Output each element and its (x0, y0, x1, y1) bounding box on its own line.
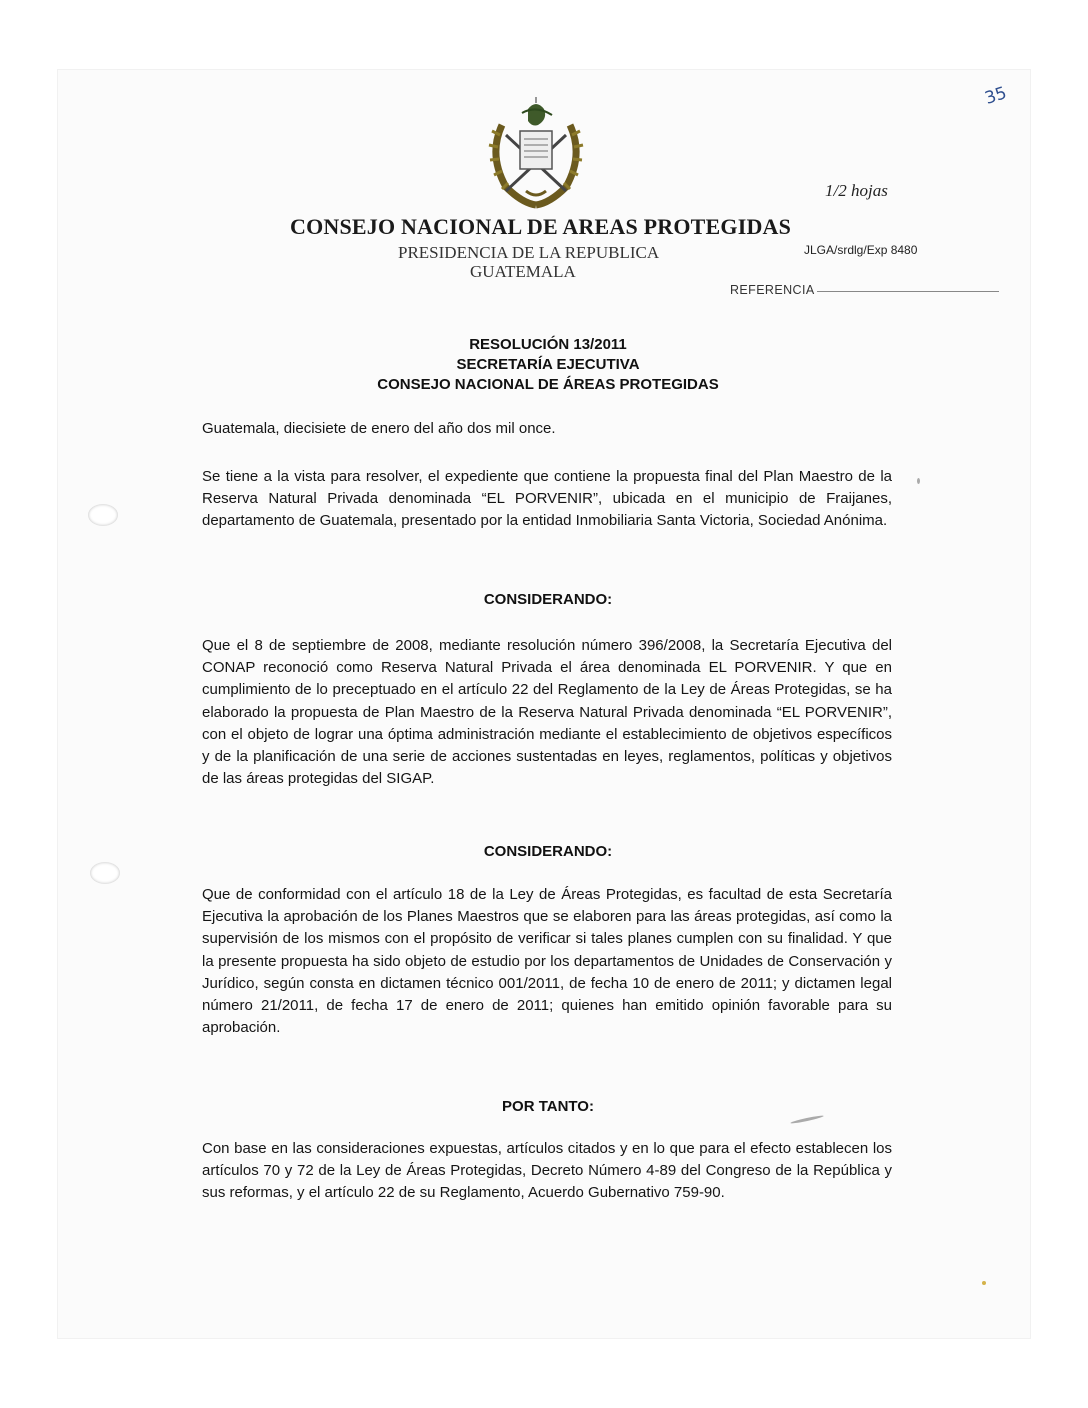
coat-of-arms-seal (482, 95, 590, 210)
handwritten-page-number: 35 (982, 83, 1010, 109)
scan-speck (917, 478, 920, 484)
punch-hole-top (88, 504, 118, 526)
punch-hole-bottom (90, 862, 120, 884)
scan-speck (982, 1281, 986, 1285)
resolution-issuer: SECRETARÍA EJECUTIVA (456, 356, 640, 373)
resolution-number: RESOLUCIÓN 13/2011 (469, 336, 627, 353)
reference-line (817, 291, 999, 292)
organization-subtitle-presidency: PRESIDENCIA DE LA REPUBLICA (398, 243, 660, 262)
resolution-council: CONSEJO NACIONAL DE ÁREAS PROTEGIDAS (377, 376, 719, 393)
por-tanto-heading: POR TANTO: (502, 1098, 594, 1115)
considerando-1-text: Que el 8 de septiembre de 2008, mediante resolución número 396/2008, la Secretaría Ejecutiva del CONAP reconoció como Reserva Natural Privada el área denominada EL PORVENIR. Y que en cumplimiento de lo preceptuado en el artículo 22 del Reglamento de la Ley de Áreas Protegidas, se ha elaborado la propuesta de Plan Maestro de la Reserva Natural Privada denominada “EL PORVENIR”, con el objeto de lograr una óptima administración mediante el establecimiento de objetivos específicos y de la planificación de una serie de acciones sustentadas en leyes, reglamentos, políticas y objetivos de las áreas protegidas del SIGAP. (202, 637, 892, 788)
organization-subtitle-country: GUATEMALA (470, 262, 576, 281)
considerando-2-text: Que de conformidad con el artículo 18 de la Ley de Áreas Protegidas, es facultad de esta Secretaría Ejecutiva la aprobación de los Planes Maestros que se elaboren para las áreas protegidas, así como la supervisión de los mismos con el propósito de verificar si tales planes cumplen con su finalidad. Y que la presente propuesta ha sido objeto de estudio por los departamentos de Unidades de Conservación y Jurídico, según consta en dictamen técnico 001/2011, de fecha 10 de enero de 2011; y dictamen legal número 21/2011, de fecha 17 de enero de 2011; quienes han emitido opinión favorable para su aprobación. (202, 886, 892, 1037)
considerando-1-heading: CONSIDERANDO: (483, 591, 613, 608)
considerando-2-heading: CONSIDERANDO: (483, 843, 613, 860)
intro-paragraph: Se tiene a la vista para resolver, el expediente que contiene la propuesta final del Plan Maestro de la Reserva Natural Privada denominada “EL PORVENIR”, ubicada en el municipio de Fraijanes, departamento de Guatemala, presentado por la entidad Inmobiliaria Santa Victoria, Sociedad Anónima. (202, 468, 892, 530)
folio-count: 1/2 hojas (825, 181, 888, 200)
date-line: Guatemala, diecisiete de enero del año dos mil once. (202, 420, 556, 437)
por-tanto-text: Con base en las consideraciones expuestas, artículos citados y en lo que para el efecto establecen los artículos 70 y 72 de la Ley de Áreas Protegidas, Decreto Número 4-89 del Congreso de la República y sus reformas, y el artículo 22 de su Reglamento, Acuerdo Gubernativo 759-90. (202, 1140, 892, 1202)
file-code: JLGA/srdlg/Exp 8480 (804, 243, 918, 257)
reference-label: REFERENCIA (730, 283, 815, 297)
organization-title: CONSEJO NACIONAL DE AREAS PROTEGIDAS (290, 214, 792, 239)
